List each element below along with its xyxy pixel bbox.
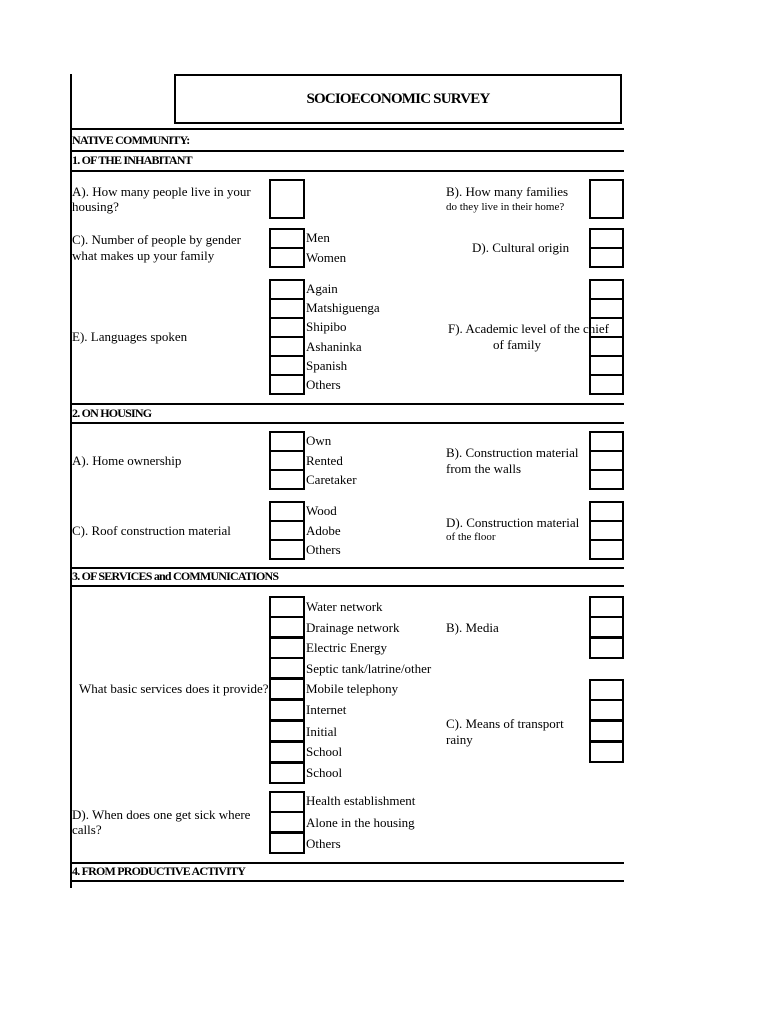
checkbox[interactable] bbox=[589, 679, 624, 701]
checkbox[interactable] bbox=[269, 832, 305, 854]
checkbox[interactable] bbox=[269, 811, 305, 833]
option-label: Others bbox=[306, 377, 341, 392]
option-label: Others bbox=[306, 836, 341, 851]
divider bbox=[70, 422, 624, 424]
checkbox[interactable] bbox=[589, 637, 624, 659]
checkbox[interactable] bbox=[269, 469, 305, 490]
checkbox[interactable] bbox=[269, 657, 305, 679]
option-label: Electric Energy bbox=[306, 640, 387, 655]
page-title: SOCIOECONOMIC SURVEY bbox=[174, 74, 622, 124]
checkbox[interactable] bbox=[269, 741, 305, 763]
option-label: Spanish bbox=[306, 358, 348, 373]
checkbox[interactable] bbox=[589, 431, 624, 452]
option-label: Women bbox=[306, 250, 347, 265]
checkbox[interactable] bbox=[269, 616, 305, 638]
checkbox[interactable] bbox=[269, 791, 305, 813]
checkbox[interactable] bbox=[589, 336, 624, 357]
checkbox[interactable] bbox=[589, 355, 624, 376]
checkbox[interactable] bbox=[589, 596, 624, 618]
checkbox[interactable] bbox=[269, 678, 305, 700]
option-label: Drainage network bbox=[306, 620, 400, 635]
checkbox[interactable] bbox=[269, 539, 305, 560]
native-community-label: NATIVE COMMUNITY: bbox=[72, 133, 190, 147]
checkbox[interactable] bbox=[269, 501, 305, 522]
checkbox[interactable] bbox=[589, 228, 624, 249]
answer-box[interactable] bbox=[589, 179, 624, 219]
checkbox[interactable] bbox=[269, 720, 305, 742]
checkbox[interactable] bbox=[589, 699, 624, 721]
option-label: Initial bbox=[306, 724, 338, 739]
housing-question-d-line1: D). Construction material bbox=[446, 515, 580, 530]
checkbox[interactable] bbox=[589, 616, 624, 638]
checkbox[interactable] bbox=[589, 501, 624, 522]
option-label: Health establishment bbox=[306, 793, 416, 808]
checkbox[interactable] bbox=[589, 520, 624, 541]
checkbox[interactable] bbox=[269, 279, 305, 300]
checkbox[interactable] bbox=[589, 450, 624, 471]
option-label: Mobile telephony bbox=[306, 681, 399, 696]
checkbox[interactable] bbox=[269, 431, 305, 452]
option-label: Internet bbox=[306, 702, 347, 717]
option-label: Caretaker bbox=[306, 472, 357, 487]
option-label: School bbox=[306, 765, 343, 780]
services-question-b: B). Media bbox=[446, 620, 499, 635]
option-label: Ashaninka bbox=[306, 339, 362, 354]
question-b-line2: do they live in their home? bbox=[446, 201, 565, 213]
checkbox[interactable] bbox=[589, 720, 624, 742]
housing-question-a: A). Home ownership bbox=[72, 453, 182, 468]
checkbox[interactable] bbox=[589, 469, 624, 490]
divider bbox=[70, 128, 624, 130]
option-label: Septic tank/latrine/other bbox=[306, 661, 432, 676]
divider bbox=[70, 585, 624, 587]
question-c-line2: what makes up your family bbox=[72, 248, 215, 263]
question-e: E). Languages spoken bbox=[72, 329, 188, 344]
checkbox[interactable] bbox=[269, 637, 305, 659]
housing-question-c: C). Roof construction material bbox=[72, 523, 231, 538]
question-b-line1: B). How many families bbox=[446, 184, 569, 199]
services-question: What basic services does it provide? bbox=[79, 681, 269, 696]
checkbox[interactable] bbox=[589, 247, 624, 268]
checkbox[interactable] bbox=[589, 279, 624, 300]
option-label: Shipibo bbox=[306, 319, 347, 334]
section-2-heading: 2. ON HOUSING bbox=[72, 406, 152, 420]
option-label: Wood bbox=[306, 503, 337, 518]
question-d: D). Cultural origin bbox=[472, 240, 570, 255]
services-question-c-line1: C). Means of transport bbox=[446, 716, 564, 731]
option-label: Again bbox=[306, 281, 338, 296]
divider bbox=[70, 403, 624, 405]
section-4-heading: 4. FROM PRODUCTIVE ACTIVITY bbox=[72, 864, 246, 878]
checkbox[interactable] bbox=[589, 298, 624, 319]
section-3-heading: 3. OF SERVICES and COMMUNICATIONS bbox=[72, 569, 279, 583]
question-a-line2: housing? bbox=[72, 199, 119, 214]
services-question-d-line2: calls? bbox=[72, 822, 102, 837]
question-a-line1: A). How many people live in your bbox=[72, 184, 251, 199]
option-label: Own bbox=[306, 433, 332, 448]
checkbox[interactable] bbox=[269, 596, 305, 618]
checkbox[interactable] bbox=[589, 374, 624, 395]
option-label: Matshiguenga bbox=[306, 300, 380, 315]
answer-box[interactable] bbox=[269, 179, 305, 219]
checkbox[interactable] bbox=[269, 298, 305, 319]
checkbox[interactable] bbox=[269, 228, 305, 249]
checkbox[interactable] bbox=[269, 699, 305, 721]
checkbox[interactable] bbox=[269, 450, 305, 471]
section-1-heading: 1. OF THE INHABITANT bbox=[72, 153, 192, 167]
checkbox[interactable] bbox=[269, 762, 305, 784]
housing-question-d-line2: of the floor bbox=[446, 531, 496, 543]
option-label: Water network bbox=[306, 599, 383, 614]
divider bbox=[70, 170, 624, 172]
checkbox[interactable] bbox=[589, 741, 624, 763]
option-label: Rented bbox=[306, 453, 343, 468]
question-c-line1: C). Number of people by gender bbox=[72, 232, 241, 247]
divider bbox=[70, 880, 624, 882]
option-label: Men bbox=[306, 230, 330, 245]
checkbox[interactable] bbox=[269, 520, 305, 541]
checkbox[interactable] bbox=[269, 374, 305, 395]
checkbox[interactable] bbox=[589, 539, 624, 560]
checkbox[interactable] bbox=[269, 317, 305, 338]
option-label: School bbox=[306, 744, 343, 759]
checkbox[interactable] bbox=[269, 336, 305, 357]
question-f-line2: of family bbox=[493, 337, 542, 352]
services-question-d-line1: D). When does one get sick where bbox=[72, 807, 251, 822]
services-question-c-line2: rainy bbox=[446, 732, 473, 747]
divider bbox=[70, 150, 624, 152]
housing-question-b-line1: B). Construction material bbox=[446, 445, 579, 460]
option-label: Alone in the housing bbox=[306, 815, 415, 830]
checkbox[interactable] bbox=[269, 355, 305, 376]
question-f-line1: F). Academic level of the chief bbox=[448, 321, 609, 336]
housing-question-b-line2: from the walls bbox=[446, 461, 522, 476]
option-label: Others bbox=[306, 542, 341, 557]
option-label: Adobe bbox=[306, 523, 341, 538]
checkbox[interactable] bbox=[269, 247, 305, 268]
